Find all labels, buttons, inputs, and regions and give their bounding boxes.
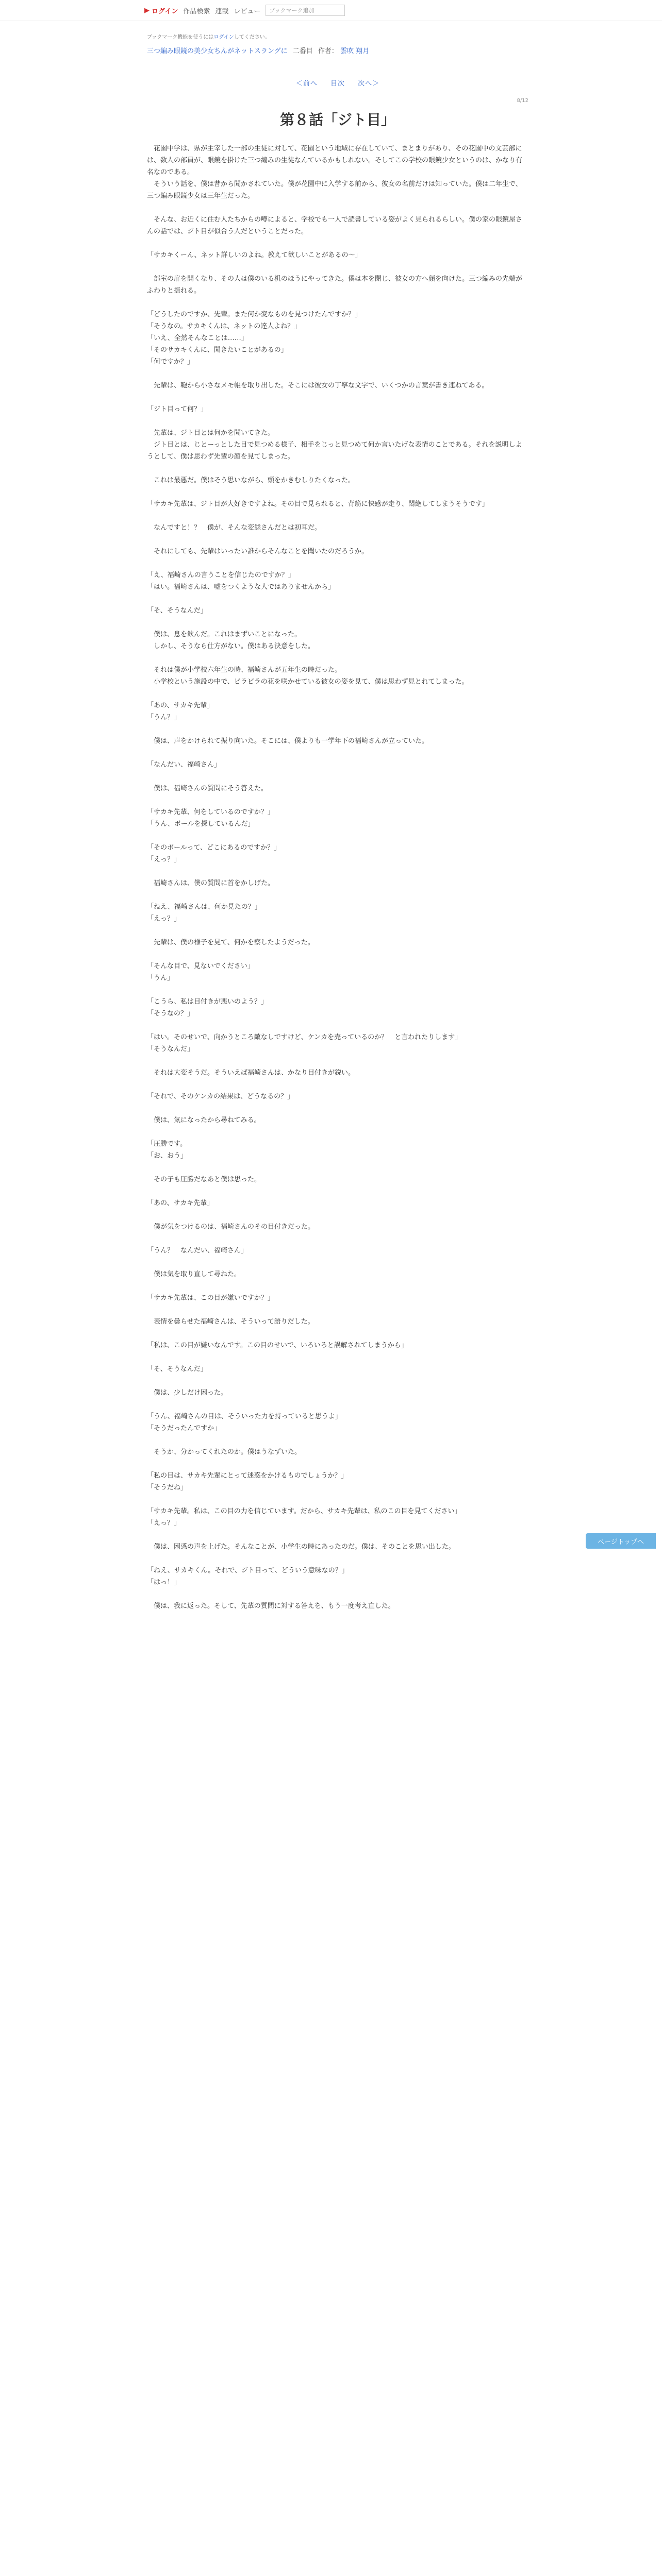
body-line: 「あの、サカキ先輩」 (147, 1199, 214, 1207)
body-line: 「そうなんだ」 (147, 1045, 194, 1053)
body-line (147, 510, 528, 522)
body-line: 「ジト目って何？」 (147, 405, 208, 413)
nav-search[interactable]: 作品検索 (183, 7, 210, 15)
body-line (147, 889, 528, 901)
body-line: 「そうなの。サカキくんは、ネットの達人よね？」 (147, 323, 301, 330)
body-line (147, 297, 528, 309)
body-line: 「それで、そのケンカの結果は、どうなるの？」 (147, 1093, 294, 1100)
body-line (147, 1280, 528, 1292)
body-line: 「サカキ先輩、何をしているのですか？」 (147, 808, 274, 816)
body-line: 「どうしたのですか、先輩。また何か変なものを見つけたんですか？」 (147, 311, 362, 318)
body-line (147, 415, 528, 427)
body-line: 「サカキ先輩は、ジト目が大好きですよね。その目で見られると、背筋に快感が走り、悶絶してしまうそうです」 (147, 500, 489, 508)
body-line (147, 1185, 528, 1197)
body-line (147, 1328, 528, 1340)
body-line: ジト目とは、じとーっとした目で見つめる様子、相手をじっと見つめて何か言いたげな表情のことである。それを説明しようとして、僕は思わず先輩の顔を見てしまった。 (147, 441, 522, 461)
body-line: 先輩は、僕の様子を見て、何かを察したようだった。 (147, 939, 315, 946)
pager-top (147, 78, 528, 88)
login-link[interactable] (144, 6, 178, 15)
body-line (147, 593, 528, 605)
body-line: 福崎さんは、僕の質問に首をかしげた。 (147, 879, 275, 887)
series-subtitle: 二番目 (292, 47, 313, 55)
body-line (147, 1126, 528, 1138)
body-line: その子も圧勝だなあと僕は思った。 (147, 1176, 261, 1183)
toc-link[interactable]: 目次 (330, 80, 345, 88)
body-line (147, 463, 528, 474)
body-line (147, 1351, 528, 1363)
body-line: 「私の目は、サカキ先輩にとって迷惑をかけるものでしょうか？」 (147, 1472, 348, 1480)
body-line (147, 261, 528, 273)
body-line: 僕は、気になったから尋ねてみる。 (147, 1116, 261, 1124)
body-line: 「お、おう」 (147, 1152, 188, 1160)
body-line (147, 557, 528, 569)
login-note (147, 32, 528, 40)
body-line (147, 1588, 528, 1600)
body-line: 「いえ、全然そんなことは……」 (147, 334, 248, 342)
body-line (147, 202, 528, 214)
body-line: 「ねえ、福崎さんは、何か見たの？」 (147, 903, 261, 911)
body-line: 「はっ！」 (147, 1579, 181, 1586)
body-line: これは最悪だ。僕はそう思いながら、頭をかきむしりたくなった。 (147, 477, 355, 484)
body-line: 僕は気を取り直して尋ねた。 (147, 1270, 241, 1278)
episode-title: 第８話「ジト目」 (279, 111, 395, 128)
body-line: 僕は、声をかけられて振り向いた。そこには、僕よりも一学年下の福崎さんが立っていた。 (147, 737, 429, 745)
body-line: それは大変そうだ。そういえば福崎さんは、かなり目付きが鋭い。 (147, 1069, 355, 1077)
body-line: しかし、そうなら仕方がない。僕はある決意をした。 (147, 642, 315, 650)
body-line: 「そんな目で、見ないでください」 (147, 962, 254, 970)
series-title-link[interactable]: 三つ編み眼鏡の美少女ちんがネットスラングに (147, 47, 288, 55)
body-line (147, 1553, 528, 1565)
body-line (147, 1434, 528, 1446)
body-line: 僕は、少しだけ困った。 (147, 1389, 228, 1397)
body-line: 花園中学は、県が主宰した一部の生徒に対して、花園という地域に存在していて、まとまりがあり、その花園中の文芸部には、数人の部員が、眼鏡を掛けた三つ編みの生徒なんているかもしれない。そしてこの学校の眼鏡少女というのは、かなり有名なのである。 (147, 145, 523, 176)
body-line (147, 830, 528, 842)
nav-review[interactable]: レビュー (234, 7, 261, 15)
body-line (147, 238, 528, 249)
body-line: 「はい。福崎さんは、嘘をつくような人ではありませんから」 (147, 583, 335, 591)
author-link[interactable]: 雲吹 翔月 (340, 47, 370, 55)
body-line (147, 1458, 528, 1470)
body-line: 僕は、我に返った。そして、先輩の質問に対する答えを、もう一度考え直した。 (147, 1602, 395, 1610)
body-line: 「えっ？」 (147, 915, 181, 923)
body-line: なんですと！？ 僕が、そんな変態さんだとは初耳だ。 (147, 524, 322, 532)
body-line: 僕が気をつけるのは、福崎さんのその目付きだった。 (147, 1223, 315, 1231)
body-line (147, 984, 528, 996)
body-line (147, 368, 528, 380)
body-line: 「サカキくーん、ネット詳しいのよね。教えて欲しいことがあるの～」 (147, 251, 362, 259)
body-line: 「そうだったんですか」 (147, 1425, 221, 1432)
body-line (147, 1103, 528, 1114)
body-line: 僕は、息を飲んだ。これはまずいことになった。 (147, 631, 302, 638)
body-line: そういう話を、僕は昔から聞かされていた。僕が花園中に入学する前から、彼女の名前だけは知っていた。僕は二年生で、三つ編み眼鏡少女は三年生だった。 (147, 180, 522, 200)
body-line: 「そ、そうなんだ」 (147, 1365, 207, 1373)
body-line: 小学校という施設の中で、ビラビラの花を咲かせている彼女の姿を見て、僕は思わず見とれてしまった。 (147, 678, 469, 686)
body-line: 僕は、困惑の声を上げた。そんなことが、小学生の時にあったのだ。僕は、そのことを思い出した。 (147, 1543, 455, 1551)
bookmark-input[interactable] (266, 5, 345, 16)
body-line: 「そうなの？」 (147, 1010, 194, 1018)
body-line: 「うん、ボールを探しているんだ」 (147, 820, 255, 828)
login-note-suffix: してください。 (234, 35, 270, 40)
body-line (147, 771, 528, 783)
body-line: 僕は、福崎さんの質問にそう答えた。 (147, 785, 268, 792)
body-line (147, 1399, 528, 1411)
body-line: 「え、福崎さんの言うことを信じたのですか？」 (147, 571, 295, 579)
body-line: 「そのボールって、どこにあるのですか？」 (147, 844, 281, 852)
body-line (147, 794, 528, 806)
body-line (147, 652, 528, 664)
body-line (147, 1079, 528, 1091)
body-line: 「ねえ、サカキくん。それで、ジト目って、どういう意味なの？」 (147, 1567, 349, 1574)
body-line: 「うん、福崎さんの目は、そういった力を持っていると思うよ」 (147, 1413, 342, 1420)
body-line (147, 925, 528, 937)
next-link[interactable]: 次へ＞ (358, 80, 380, 88)
body-line (147, 1209, 528, 1221)
page-top-button[interactable]: ページトップへ (586, 1533, 656, 1549)
body-line (147, 1494, 528, 1505)
body-line: 「そ、そうなんだ」 (147, 607, 207, 615)
login-note-link[interactable]: ログイン (213, 35, 234, 40)
body-line (147, 392, 528, 403)
body-line: それは僕が小学校六年生の時、福崎さんが五年生の時だった。 (147, 666, 342, 674)
body-line (147, 1020, 528, 1031)
body-line: 表情を曇らせた福崎さんは、そういって語りだした。 (147, 1318, 315, 1326)
body-line: 「うん？ なんだい、福崎さん」 (147, 1247, 248, 1255)
prev-link[interactable]: ＜前へ (295, 80, 318, 88)
body-line: 「うん？」 (147, 714, 181, 721)
body-line (147, 1233, 528, 1245)
body-line: 「そうだね」 (147, 1484, 188, 1492)
main-content (147, 32, 528, 1612)
bookmark-placeholder: ブックマーク追加 (269, 7, 315, 14)
body-line (147, 688, 528, 700)
novel-body (147, 143, 528, 1612)
body-line: 「圧勝です。 (147, 1140, 187, 1148)
body-line: そうか、分かってくれたのか。僕はうなずいた。 (147, 1448, 302, 1456)
body-line (147, 1529, 528, 1541)
body-line: 「あの、サカキ先輩」 (147, 702, 214, 709)
series-info (147, 45, 528, 55)
body-line (147, 866, 528, 877)
body-line (147, 617, 528, 629)
login-icon: ▶ (144, 6, 150, 14)
top-bar (0, 0, 662, 21)
body-line: 「私は、この目が嫌いなんです。この目のせいで、いろいろと誤解されてしまうから」 (147, 1342, 408, 1349)
body-line (147, 1304, 528, 1316)
body-line: そんな、お近くに住む人たちからの噂によると、学校でも一人で読書している姿がよく見られるらしい。僕の家の眼鏡屋さんの話では、ジト目が似合う人だということだった。 (147, 216, 523, 235)
page-number: 8/12 (517, 98, 528, 104)
body-line: 「何ですか？」 (147, 358, 194, 366)
top-bar-inner (144, 0, 433, 21)
body-line: 「サカキ先輩。私は、この目の力を信じています。だから、サカキ先輩は、私のこの目を見てください」 (147, 1507, 461, 1515)
body-line (147, 723, 528, 735)
body-line: 「えっ？」 (147, 1519, 181, 1527)
login-label: ログイン (152, 7, 178, 15)
body-line: 「はい。そのせいで、向かうところ敵なしですけど、ケンカを売っているのか？ と言われたりします」 (147, 1033, 462, 1041)
body-line: 「サカキ先輩は、この目が嫌いですか？」 (147, 1294, 274, 1302)
body-line (147, 948, 528, 960)
author-prefix: 作者： (318, 47, 338, 55)
body-line: 「こうら、私は目付きが悪いのよう？」 (147, 998, 268, 1006)
nav-serial[interactable]: 連載 (215, 7, 229, 15)
body-line: 「なんだい、福崎さん」 (147, 761, 221, 769)
body-line: 「えっ？」 (147, 856, 181, 863)
body-line (147, 1055, 528, 1067)
body-line: 「そのサカキくんに、聞きたいことがあるの」 (147, 346, 288, 354)
body-line (147, 1162, 528, 1174)
body-line: それにしても、先輩はいったい誰からそんなことを聞いたのだろうか。 (147, 548, 369, 555)
body-line (147, 486, 528, 498)
body-line (147, 1257, 528, 1268)
body-line (147, 747, 528, 759)
body-line: 先輩は、鞄から小さなメモ帳を取り出した。そこには彼女の丁寧な文字で、いくつかの言葉が書き連ねてある。 (147, 382, 489, 389)
body-line: 「うん」 (147, 974, 174, 982)
body-line: 部室の扉を開くなり、その人は僕のいる机のほうにやってきた。僕は本を閉じ、彼女の方へ顔を向けた。三つ編みの先端がふわりと揺れる。 (147, 275, 523, 295)
body-line (147, 1375, 528, 1387)
body-line (147, 534, 528, 546)
login-note-prefix: ブックマーク機能を使うには (147, 35, 214, 40)
body-line: 先輩は、ジト目とは何かを聞いてきた。 (147, 429, 275, 437)
